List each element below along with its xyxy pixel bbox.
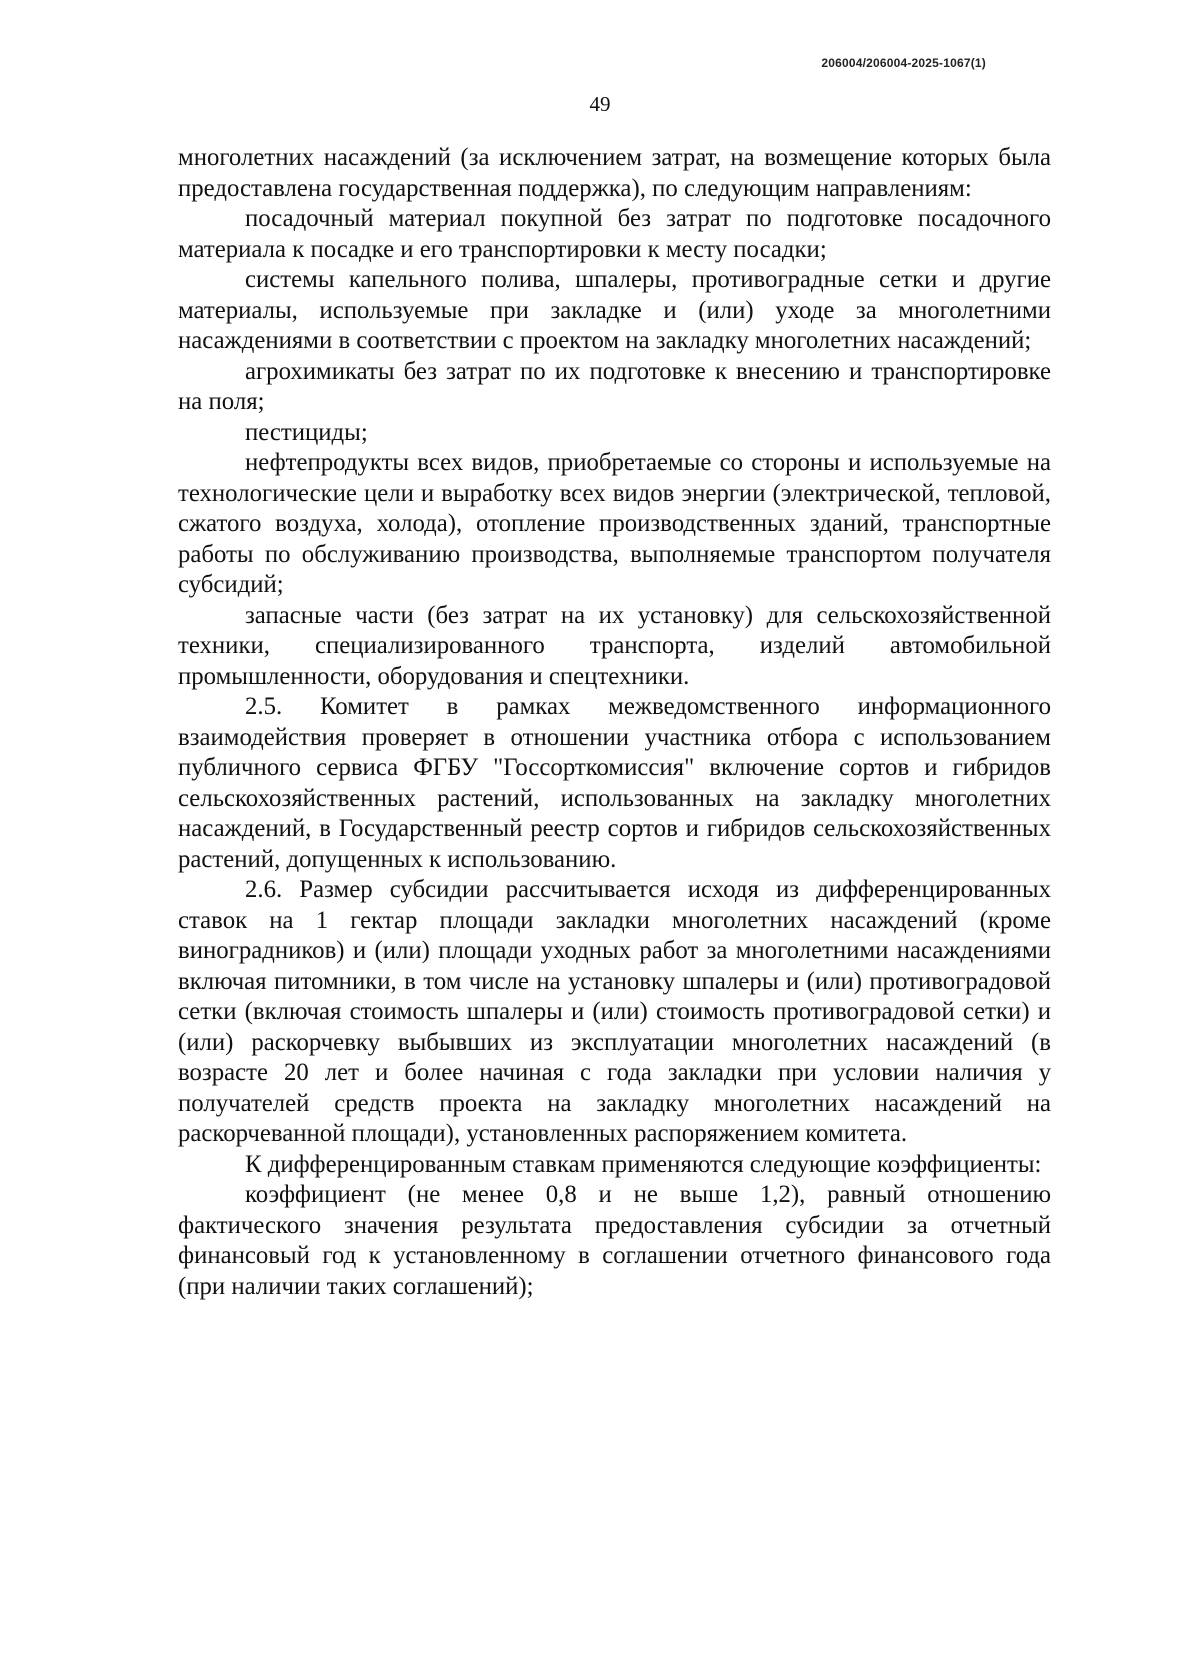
document-id: 206004/206004-2025-1067(1) bbox=[821, 56, 986, 70]
paragraph-spare-parts: запасные части (без затрат на их установку) для сельскохозяйственной техники, специализированного транспорта, изделий автомобильной промышленности, оборудования и спецтехники. bbox=[178, 601, 1051, 690]
paragraph-coefficients-intro: К дифференцированным ставкам применяются следующие коэффициенты: bbox=[245, 1150, 1042, 1178]
paragraph-planting-material: посадочный материал покупной без затрат по подготовке посадочного материала к посадке и его транспортировки к месту посадки; bbox=[178, 205, 1051, 263]
body-text bbox=[178, 143, 1051, 1302]
paragraph-2-5: 2.5. Комитет в рамках межведомственного информационного взаимодействия проверяет в отношении участника отбора с использованием публичного сервиса ФГБУ "Госсорткомиссия" включение сортов и гибридов сельскохозяйственных растений, использованных на закладку многолетних насаждений, в Государственный реестр сортов и гибридов сельскохозяйственных растений, допущенных к использованию. bbox=[178, 693, 1051, 873]
paragraph-oil-products: нефтепродукты всех видов, приобретаемые со стороны и используемые на технологические цели и выработку всех видов энергии (электрической, тепловой, сжатого воздуха, холода), отопление производственных зданий, транспортные работы по обслуживанию производства, выполняемые транспортом получателя субсидий; bbox=[178, 449, 1051, 598]
paragraph-2-6: 2.6. Размер субсидии рассчитывается исходя из дифференцированных ставок на 1 гектар площади закладки многолетних насаждений (кроме виноградников) и (или) площади уходных работ за многолетними насаждениями включая питомники, в том числе на установку шпалеры и (или) противоградовой сетки (включая стоимость шпалеры и (или) стоимость противоградовой сетки) и (или) раскорчевку выбывших из эксплуатации многолетних насаждений (в возрасте 20 лет и более начиная с года закладки при условии наличия у получателей средств проекта на закладку многолетних насаждений на раскорчеванной площади), установленных распоряжением комитета. bbox=[178, 876, 1051, 1147]
paragraph-pesticides: пестициды; bbox=[245, 418, 368, 446]
paragraph-coefficient-result: коэффициент (не менее 0,8 и не выше 1,2), равный отношению фактического значения результата предоставления субсидии за отчетный финансовый год к установленному в соглашении отчетного финансового года (при наличии таких соглашений); bbox=[178, 1181, 1051, 1300]
paragraph-agrochemicals: агрохимикаты без затрат по их подготовке к внесению и транспортировке на поля; bbox=[178, 357, 1051, 415]
paragraph-continuation: многолетних насаждений (за исключением затрат, на возмещение которых была предоставлена государственная поддержка), по следующим направлениям: bbox=[178, 144, 1051, 202]
page-number: 49 bbox=[589, 92, 611, 116]
paragraph-irrigation-systems: системы капельного полива, шпалеры, противоградные сетки и другие материалы, используемые при закладке и (или) уходе за многолетними насаждениями в соответствии с проектом на закладку многолетних насаждений; bbox=[178, 266, 1051, 354]
